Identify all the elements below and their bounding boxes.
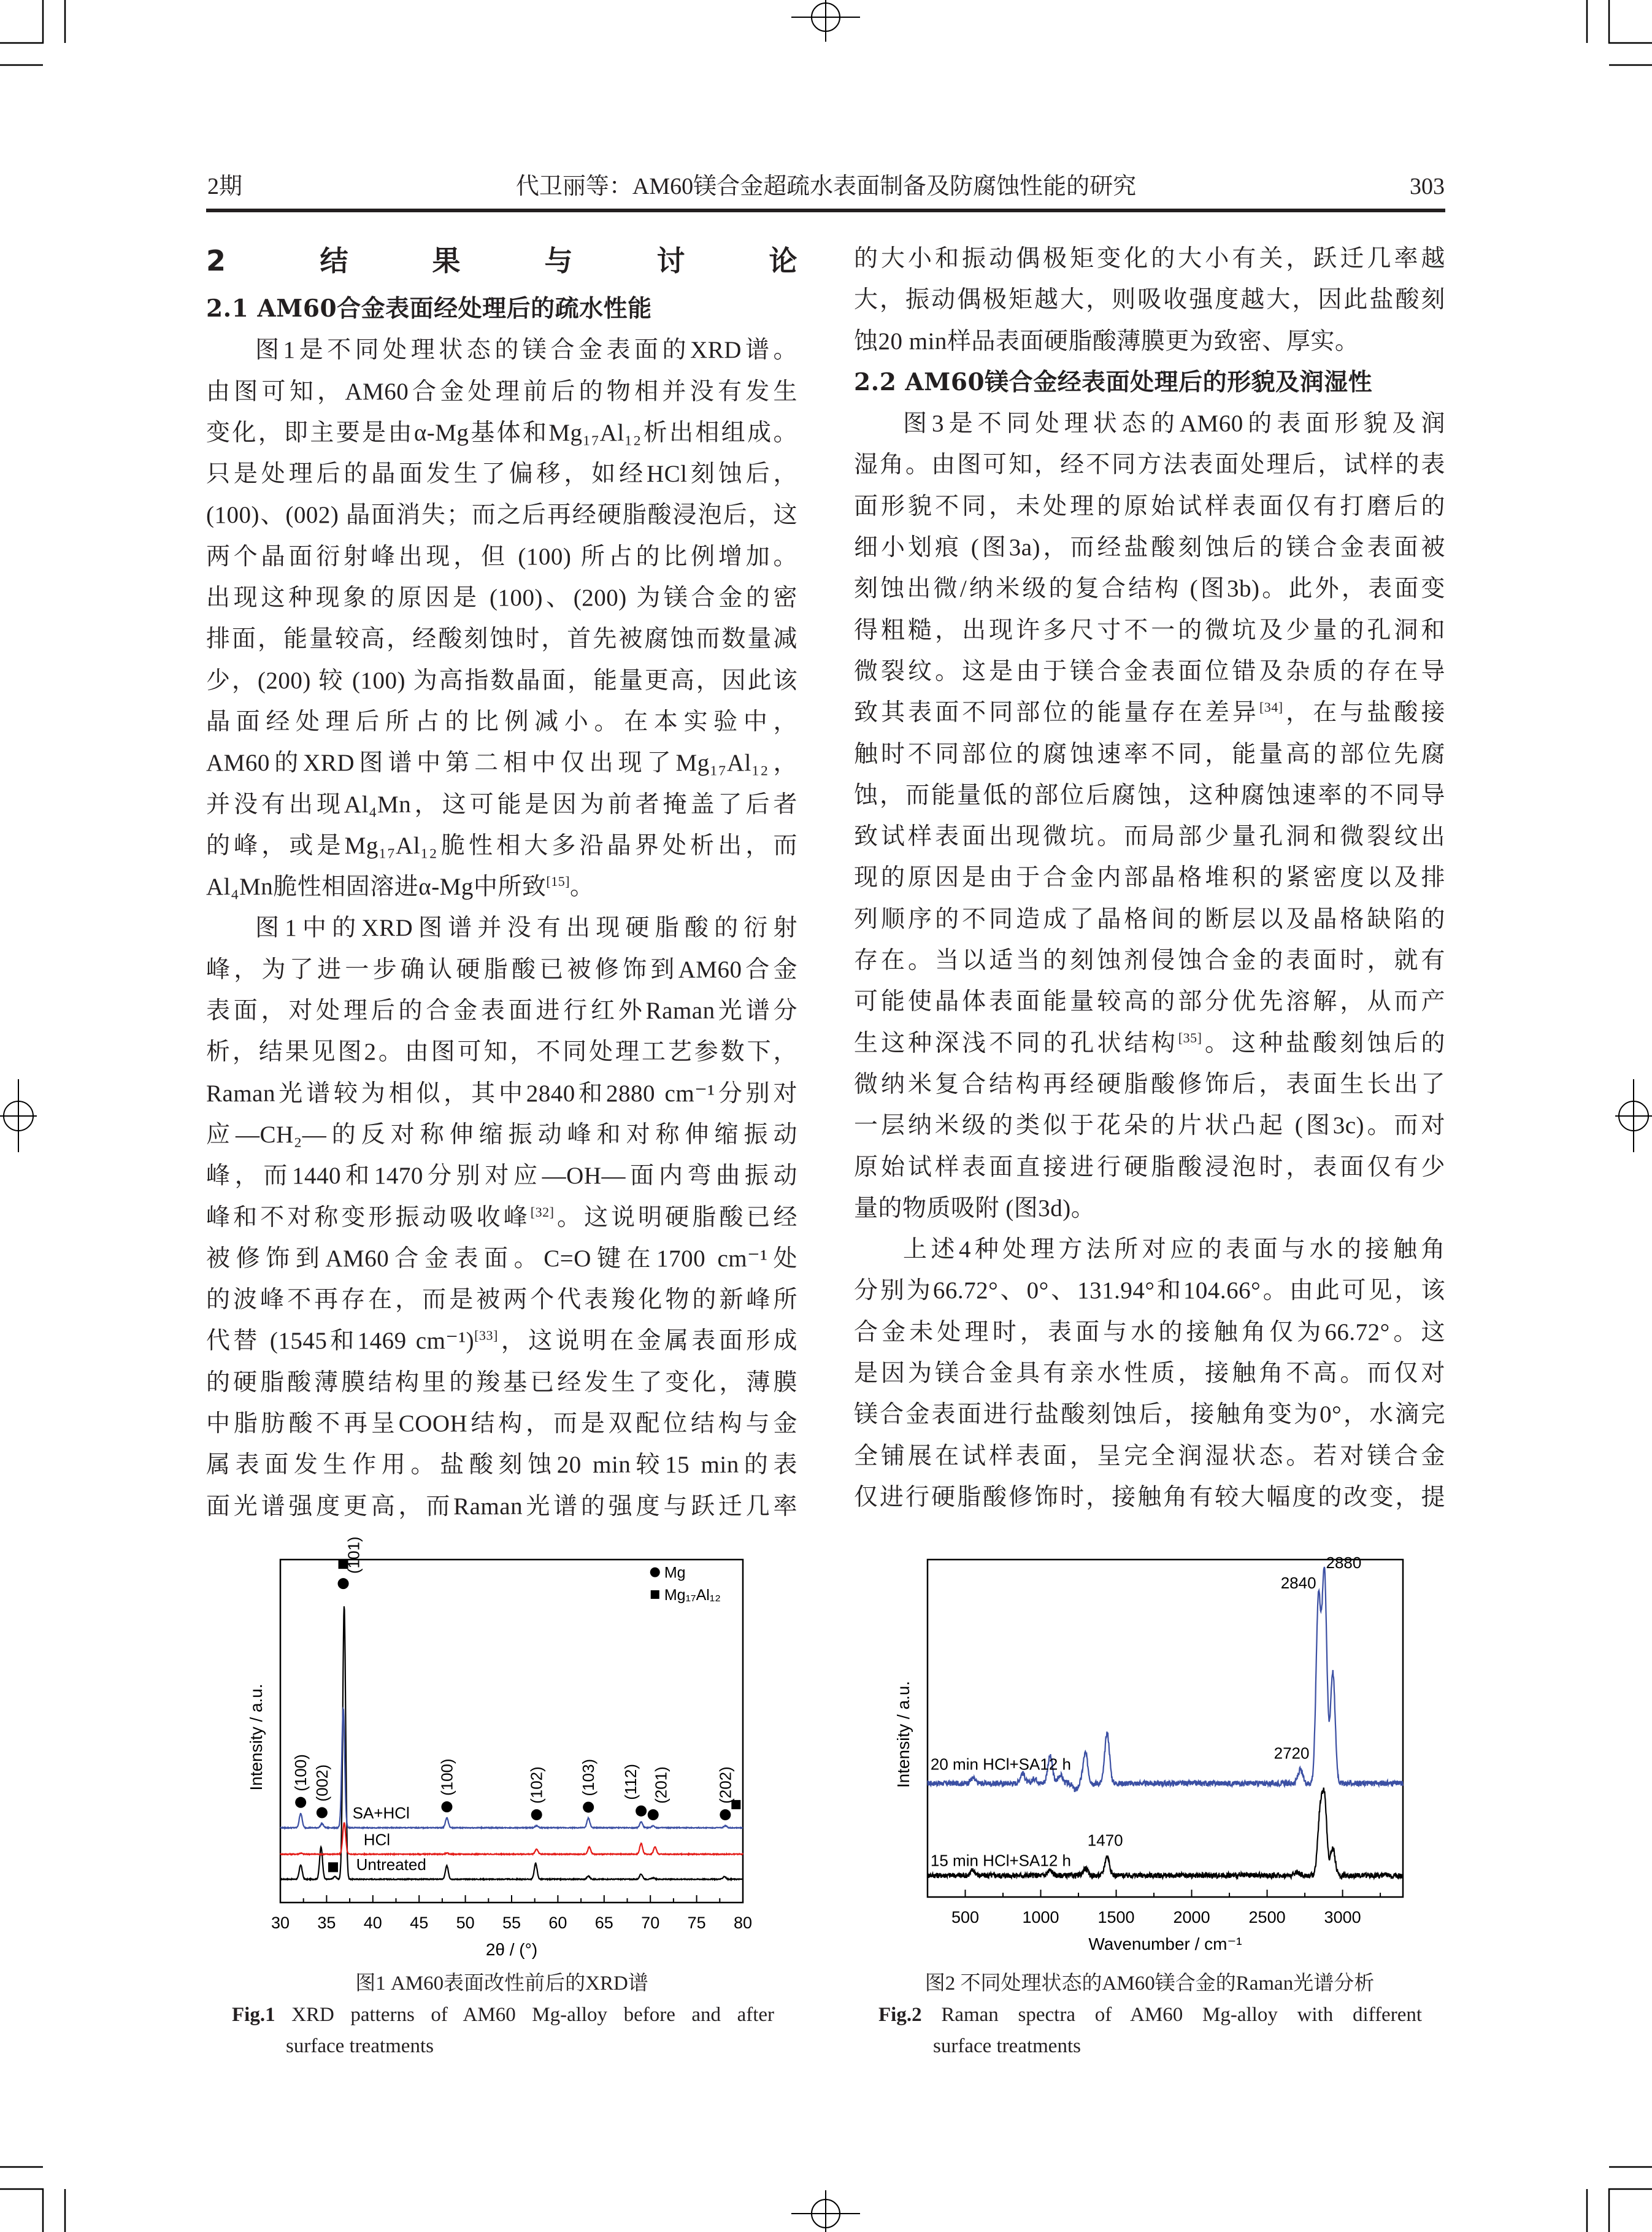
x-tick-label: 55 xyxy=(502,1914,521,1932)
section-heading: 2.2 AM60镁合金经表面处理后的形貌及润湿性 xyxy=(854,368,1373,396)
x-tick-label: 2500 xyxy=(1248,1908,1286,1926)
x-tick-label: 65 xyxy=(594,1914,613,1932)
text-line: 一层纳米级的类似于花朵的片状凸起 (图3c)。而对 xyxy=(854,1112,1445,1139)
x-tick-label: 2000 xyxy=(1173,1908,1210,1926)
x-tick-label: 40 xyxy=(363,1914,382,1932)
crosshair-bottom xyxy=(791,2190,860,2232)
text-line: 湿角。由图可知，经不同方法表面处理后，试样的表 xyxy=(854,452,1445,479)
figure1-caption-text: XRD patterns of AM60 Mg-alloy before and after xyxy=(291,2004,775,2026)
crop-mark-bottom-right xyxy=(1587,2167,1652,2232)
crop-mark-top-right xyxy=(1587,0,1652,65)
text-line: AM60的XRD图谱中第二相中仅出现了Mg₁₇Al₁₂， xyxy=(206,750,797,777)
text-line: 存在。当以适当的刻蚀剂侵蚀合金的表面时，就有 xyxy=(854,947,1445,974)
x-tick-label: 35 xyxy=(317,1914,336,1932)
series-label: SA+HCl xyxy=(352,1804,410,1823)
text-line: 变化，即主要是由α-Mg基体和Mg₁₇Al₁₂析出相组成。 xyxy=(206,419,797,446)
figure1-caption-cn: 图1 AM60表面改性前后的XRD谱 xyxy=(355,1972,648,1995)
mg17al12-square-marker xyxy=(328,1862,338,1872)
y-axis-label: Intensity / a.u. xyxy=(894,1680,913,1788)
series-label: Untreated xyxy=(356,1855,426,1874)
text-line: 的大小和振动偶极矩变化的大小有关，跃迁几率越 xyxy=(854,245,1445,272)
legend-square-marker xyxy=(651,1590,659,1599)
section-heading: 2 结果与讨论 xyxy=(206,244,797,277)
figure1-caption-en xyxy=(232,1999,774,2031)
figure2-caption-en-cont: surface treatments xyxy=(933,2035,1081,2057)
text-line: 排面，能量较高，经酸刻蚀时，首先被腐蚀而数量减 xyxy=(206,626,797,653)
text-line: 峰，为了进一步确认硬脂酸已被修饰到AM60合金 xyxy=(206,956,797,983)
text-line: 仅进行硬脂酸修饰时，接触角有较大幅度的改变，提 xyxy=(854,1484,1445,1510)
peak-label: 2720 xyxy=(1274,1744,1310,1763)
peak-label: (101) xyxy=(344,1536,363,1574)
text-line: 蚀，而能量低的部位后腐蚀，这种腐蚀速率的不同导 xyxy=(854,782,1445,809)
text-line: (100)、(002) 晶面消失；而之后再经硬脂酸浸泡后，这 xyxy=(206,502,797,529)
x-tick-label: 75 xyxy=(687,1914,706,1932)
text-line: 代替 (1545和1469 cm⁻¹)[33]，这说明在金属表面形成 xyxy=(206,1328,797,1355)
peak-label: 2840 xyxy=(1280,1573,1316,1592)
mg-circle-marker xyxy=(720,1809,731,1820)
issue-number: 2期 xyxy=(207,174,243,199)
peak-label: (112) xyxy=(621,1763,640,1800)
text-line: 晶面经处理后所占的比例减小。在本实验中， xyxy=(206,708,797,735)
x-tick-label: 30 xyxy=(271,1914,290,1932)
x-tick-label: 50 xyxy=(456,1914,475,1932)
series-line-sa-hcl xyxy=(280,1709,743,1828)
figure2-caption-cn: 图2 不同处理状态的AM60镁合金的Raman光谱分析 xyxy=(924,1972,1375,1995)
text-line: 面形貌不同，未处理的原始试样表面仅有打磨后的 xyxy=(854,493,1445,520)
text-line: 并没有出现Al₄Mn，这可能是因为前者掩盖了后者 xyxy=(206,791,797,818)
legend-label: Mg₁₇Al₁₂ xyxy=(664,1587,721,1604)
text-line: 全铺展在试样表面，呈完全润湿状态。若对镁合金 xyxy=(854,1442,1445,1469)
text-line: 得粗糙，出现许多尺寸不一的微坑及少量的孔洞和 xyxy=(854,617,1445,644)
mg-circle-marker xyxy=(295,1797,306,1808)
text-line: 只是处理后的晶面发生了偏移，如经HCl刻蚀后， xyxy=(206,461,797,488)
plot-frame xyxy=(928,1560,1403,1897)
peak-label: (201) xyxy=(651,1766,670,1804)
crop-mark-top-left xyxy=(0,0,65,65)
series-label: 15 min HCl+SA12 h xyxy=(930,1851,1071,1870)
text-line: 合金未处理时，表面与水的接触角仅为66.72°。这 xyxy=(854,1318,1445,1345)
page-number: 303 xyxy=(1410,174,1445,199)
text-line: 的峰，或是Mg₁₇Al₁₂脆性相大多沿晶界处析出，而 xyxy=(206,832,797,859)
peak-label: (103) xyxy=(579,1758,598,1796)
text-line: 被修饰到AM60合金表面。C=O键在1700 cm⁻¹处 xyxy=(206,1245,797,1272)
text-line: 图3是不同处理状态的AM60的表面形貌及润 xyxy=(903,410,1445,437)
text-line: 致其表面不同部位的能量存在差异[34]，在与盐酸接 xyxy=(854,699,1445,726)
text-line: 大，振动偶极矩越大，则吸收强度越大，因此盐酸刻 xyxy=(854,287,1445,314)
x-tick-label: 500 xyxy=(951,1908,980,1926)
text-line: 致试样表面出现微坑。而局部少量孔洞和微裂纹出 xyxy=(854,823,1445,850)
mg-circle-marker xyxy=(317,1807,328,1818)
x-tick-label: 3000 xyxy=(1324,1908,1361,1926)
series-label: 20 min HCl+SA12 h xyxy=(930,1755,1071,1774)
xrd-chart xyxy=(233,1534,785,1963)
y-axis-label: Intensity / a.u. xyxy=(247,1684,266,1791)
header-rule xyxy=(206,209,1445,212)
text-line: 镁合金表面进行盐酸刻蚀后，接触角变为0°，水滴完 xyxy=(854,1401,1445,1428)
right-column xyxy=(854,238,1445,1518)
series-line-untreated xyxy=(280,1606,743,1880)
x-tick-label: 60 xyxy=(548,1914,567,1932)
left-column xyxy=(206,233,797,1527)
text-line: 中脂肪酸不再呈COOH结构，而是双配位结构与金 xyxy=(206,1410,797,1437)
mg-circle-marker xyxy=(636,1806,647,1817)
text-line: 面光谱强度更高，而Raman光谱的强度与跃迁几率 xyxy=(206,1493,797,1520)
text-line: 刻蚀出微/纳米级的复合结构 (图3b)。此外，表面变 xyxy=(854,575,1445,602)
x-tick-label: 80 xyxy=(733,1914,753,1932)
legend-circle-marker xyxy=(650,1568,660,1577)
series-label: HCl xyxy=(363,1830,391,1849)
peak-label: (002) xyxy=(312,1764,331,1802)
peak-label: (102) xyxy=(527,1766,546,1804)
text-line: 上述4种处理方法所对应的表面与水的接触角 xyxy=(903,1236,1445,1263)
text-line: 现的原因是由于合金内部晶格堆积的紧密度以及排 xyxy=(854,864,1445,891)
text-line: 图1中的XRD图谱并没有出现硬脂酸的衍射 xyxy=(255,915,797,942)
figure1-caption-en-cont: surface treatments xyxy=(286,2035,434,2057)
mg-circle-marker xyxy=(648,1809,659,1820)
text-line: 微纳米复合结构再经硬脂酸修饰后，表面生长出了 xyxy=(854,1071,1445,1098)
peak-label: 2880 xyxy=(1326,1553,1362,1572)
text-line: 微裂纹。这是由于镁合金表面位错及杂质的存在导 xyxy=(854,658,1445,685)
text-line: 量的物质吸附 (图3d)。 xyxy=(854,1195,1096,1222)
text-line: 峰和不对称变形振动吸收峰[32]。这说明硬脂酸已经 xyxy=(206,1204,797,1231)
x-tick-label: 1500 xyxy=(1097,1908,1135,1926)
crosshair-left xyxy=(0,1079,37,1152)
x-tick-label: 1000 xyxy=(1022,1908,1059,1926)
text-line: Al₄Mn脆性相固溶进α-Mg中所致[15]。 xyxy=(206,874,594,901)
plot-frame xyxy=(280,1560,743,1903)
text-line: 出现这种现象的原因是 (100)、(200) 为镁合金的密 xyxy=(206,585,797,612)
text-line: 是因为镁合金具有亲水性质，接触角不高。而仅对 xyxy=(854,1360,1445,1387)
text-line: 峰，而1440和1470分别对应—OH—面内弯曲振动 xyxy=(206,1163,797,1190)
text-line: 属表面发生作用。盐酸刻蚀20 min较15 min的表 xyxy=(206,1452,797,1479)
x-axis-label: Wavenumber / cm⁻¹ xyxy=(1088,1934,1242,1953)
x-tick-label: 70 xyxy=(641,1914,660,1932)
text-line: 图1是不同处理状态的镁合金表面的XRD谱。 xyxy=(255,337,797,364)
mg-circle-marker xyxy=(531,1809,542,1820)
running-title: 代卫丽等：AM60镁合金超疏水表面制备及防腐蚀性能的研究 xyxy=(515,174,1137,199)
figure1-label: Fig.1 xyxy=(232,2004,275,2026)
x-axis-label: 2θ / (°) xyxy=(485,1940,538,1959)
text-line: 蚀20 min样品表面硬脂酸薄膜更为致密、厚实。 xyxy=(854,328,1359,355)
peak-label: 1470 xyxy=(1087,1831,1123,1850)
text-line: 表面，对处理后的合金表面进行红外Raman光谱分 xyxy=(206,998,797,1025)
mg-circle-marker xyxy=(441,1801,452,1812)
text-line: 两个晶面衍射峰出现，但 (100) 所占的比例增加。 xyxy=(206,543,797,570)
figure2-caption-en xyxy=(878,1999,1422,2031)
crosshair-right xyxy=(1615,1079,1652,1152)
raman-chart xyxy=(877,1534,1429,1963)
figure2-caption-text: Raman spectra of AM60 Mg-alloy with different xyxy=(941,2004,1423,2026)
text-line: 列顺序的不同造成了晶格间的断层以及晶格缺陷的 xyxy=(854,906,1445,933)
x-tick-label: 45 xyxy=(410,1914,429,1932)
peak-label: (100) xyxy=(291,1754,310,1791)
text-line: 原始试样表面直接进行硬脂酸浸泡时，表面仅有少 xyxy=(854,1153,1445,1180)
mg-circle-marker xyxy=(583,1802,594,1813)
text-line: 分别为66.72°、0°、131.94°和104.66°。由此可见，该 xyxy=(854,1277,1445,1304)
section-heading: 2.1 AM60合金表面经处理后的疏水性能 xyxy=(206,294,652,323)
peak-label: (100) xyxy=(437,1758,456,1796)
text-line: 少，(200) 较 (100) 为高指数晶面，能量更高，因此该 xyxy=(206,667,797,694)
crosshair-top xyxy=(791,0,860,42)
text-line: 析，结果见图2。由图可知，不同处理工艺参数下， xyxy=(206,1039,797,1066)
text-line: 触时不同部位的腐蚀速率不同，能量高的部位先腐 xyxy=(854,741,1445,768)
text-line: 应—CH₂—的反对称伸缩振动峰和对称伸缩振动 xyxy=(206,1121,797,1148)
text-line: Raman光谱较为相似，其中2840和2880 cm⁻¹分别对 xyxy=(206,1080,797,1107)
peak-label: (202) xyxy=(716,1766,735,1804)
text-line: 由图可知，AM60合金处理前后的物相并没有发生 xyxy=(206,378,797,405)
legend-label: Mg xyxy=(664,1564,686,1582)
text-line: 的波峰不再存在，而是被两个代表羧化物的新峰所 xyxy=(206,1287,797,1314)
text-line: 细小划痕 (图3a)，而经盐酸刻蚀后的镁合金表面被 xyxy=(854,534,1445,561)
figure2-label: Fig.2 xyxy=(878,2004,922,2026)
crop-mark-bottom-left xyxy=(0,2167,65,2232)
text-line: 的硬脂酸薄膜结构里的羧基已经发生了变化，薄膜 xyxy=(206,1369,797,1396)
text-line: 可能使晶体表面能量较高的部分优先溶解，从而产 xyxy=(854,988,1445,1015)
mg-circle-marker xyxy=(338,1578,349,1589)
text-line: 生这种深浅不同的孔状结构[35]。这种盐酸刻蚀后的 xyxy=(854,1029,1445,1056)
